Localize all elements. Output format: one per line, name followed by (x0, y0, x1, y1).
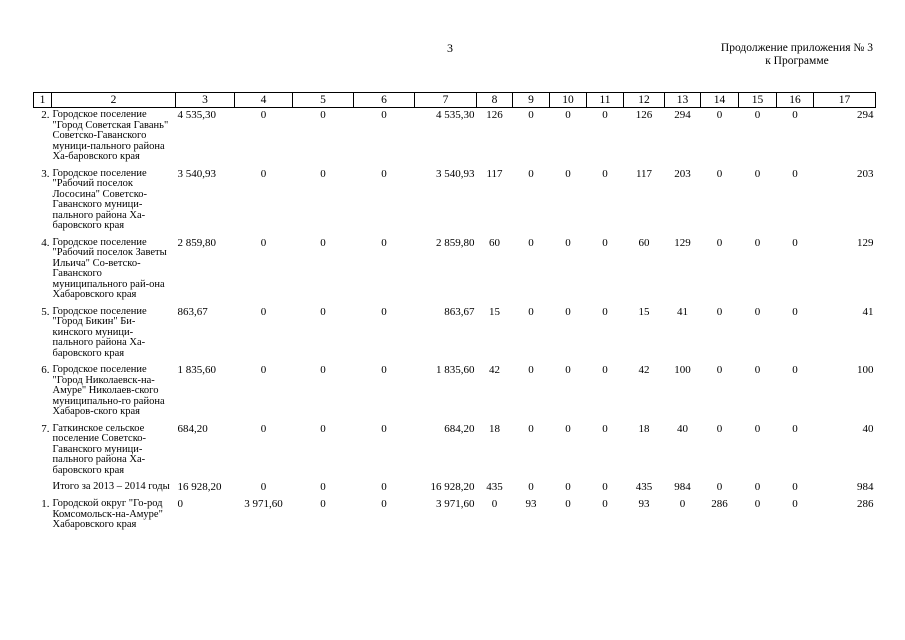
cell-col-10: 0 (565, 422, 571, 435)
cell-col-5: 0 (320, 109, 326, 121)
appendix-header (721, 42, 873, 68)
column-header-13: 13 (665, 93, 701, 108)
cell-col-13: 129 (674, 236, 691, 249)
cell-col-9: 0 (528, 481, 534, 493)
column-header-16: 16 (777, 93, 814, 108)
cell-col-11: 0 (602, 167, 608, 180)
cell-col-7: 4 535,30 (436, 109, 475, 121)
cell-col-11: 0 (602, 498, 608, 510)
cell-col-3: 684,20 (177, 422, 208, 435)
cell-col-6: 0 (381, 481, 387, 493)
cell-col-15: 0 (754, 236, 761, 249)
row-name: Городское поселение "Город Николаевск-на-Амуре" Николаев-ского муниципально-го района Хабаров-ского края (52, 364, 165, 417)
table-body (34, 108, 876, 535)
cell-col-16: 0 (792, 109, 798, 121)
cell-col-16: 0 (792, 305, 798, 318)
cell-col-14: 0 (716, 364, 723, 376)
cell-col-16: 0 (792, 481, 798, 493)
cell-col-6: 0 (381, 422, 387, 435)
cell-col-9: 0 (528, 364, 534, 376)
cell-col-7: 1 835,60 (436, 364, 475, 376)
column-header-4: 4 (235, 93, 293, 108)
cell-col-3: 3 540,93 (177, 167, 216, 180)
column-header-15: 15 (739, 93, 777, 108)
page-number: 3 (447, 41, 453, 55)
cell-col-7: 684,20 (444, 422, 475, 435)
cell-col-9: 0 (528, 422, 534, 435)
row-number: 5. (41, 305, 50, 318)
cell-col-15: 0 (754, 364, 761, 376)
cell-col-5: 0 (320, 236, 326, 249)
cell-col-9: 93 (525, 498, 537, 510)
table-row (34, 167, 876, 236)
cell-col-13: 203 (674, 167, 691, 180)
cell-col-12: 42 (638, 364, 650, 376)
row-name: Городское поселение "Город Советская Гавань" Советско-Гаванского муници-пального района Ха-баровского края (52, 109, 169, 162)
row-number: 3. (41, 167, 50, 180)
column-header-1: 1 (34, 93, 52, 108)
cell-col-8: 15 (489, 305, 500, 318)
cell-col-7: 3 971,60 (436, 498, 475, 510)
cell-col-8: 18 (489, 422, 500, 435)
cell-col-13: 40 (677, 422, 688, 435)
cell-col-3: 4 535,30 (177, 109, 216, 121)
cell-col-15: 0 (754, 498, 761, 510)
cell-col-11: 0 (602, 236, 608, 249)
cell-col-9: 0 (528, 109, 534, 121)
cell-col-4: 0 (260, 109, 267, 121)
cell-col-17: 286 (857, 498, 874, 510)
column-header-8: 8 (477, 93, 513, 108)
column-header-3: 3 (176, 93, 235, 108)
cell-col-9: 0 (528, 305, 534, 318)
cell-col-6: 0 (381, 236, 387, 249)
column-header-14: 14 (701, 93, 739, 108)
cell-col-4: 0 (260, 167, 267, 180)
cell-col-15: 0 (754, 167, 761, 180)
table-row (34, 236, 876, 305)
cell-col-13: 0 (679, 498, 686, 510)
appendix-header-line2: к Программе (765, 55, 829, 67)
cell-col-3: 1 835,60 (177, 364, 216, 376)
cell-col-14: 0 (716, 109, 723, 121)
column-header-2: 2 (52, 93, 176, 108)
cell-col-17: 129 (857, 236, 874, 249)
cell-col-14: 0 (716, 305, 723, 318)
cell-col-13: 984 (674, 481, 691, 493)
row-name: Городской округ "Го-род Комсомольск-на-Амуре" Хабаровского края (52, 498, 163, 530)
cell-col-12: 93 (638, 498, 650, 510)
cell-col-13: 41 (677, 305, 688, 318)
row-number: 7. (41, 422, 50, 435)
cell-col-12: 15 (638, 305, 650, 318)
row-number: 4. (41, 236, 50, 249)
cell-col-10: 0 (565, 364, 571, 376)
cell-col-11: 0 (602, 422, 608, 435)
row-number (34, 480, 52, 497)
cell-col-10: 0 (565, 481, 571, 493)
cell-col-4: 0 (260, 364, 267, 376)
cell-col-12: 18 (638, 422, 650, 435)
row-name: Городское поселение "Рабочий поселок Лососина" Советско-Гаванского муници-пального района Ха-баровского края (52, 167, 148, 231)
cell-col-17: 100 (857, 364, 874, 376)
cell-col-16: 0 (792, 236, 798, 249)
cell-col-17: 203 (857, 167, 874, 180)
cell-col-5: 0 (320, 364, 326, 376)
cell-col-8: 126 (486, 109, 503, 121)
cell-col-15: 0 (754, 422, 761, 435)
cell-col-8: 0 (491, 498, 498, 510)
cell-col-4: 0 (260, 481, 267, 493)
cell-col-3: 863,67 (177, 305, 208, 318)
column-header-11: 11 (587, 93, 624, 108)
column-header-9: 9 (513, 93, 550, 108)
column-header-12: 12 (624, 93, 665, 108)
cell-col-4: 3 971,60 (244, 498, 283, 510)
cell-col-17: 40 (862, 422, 874, 435)
cell-col-13: 100 (674, 364, 691, 376)
row-name: Городское поселение "Рабочий поселок Заветы Ильича" Со-ветско-Гаванского муниципального рай-она Хабаровского края (52, 236, 167, 300)
column-number-row (34, 93, 876, 108)
column-header-10: 10 (550, 93, 587, 108)
table-row (34, 497, 876, 535)
cell-col-15: 0 (754, 305, 761, 318)
column-header-7: 7 (415, 93, 477, 108)
column-header-17: 17 (814, 93, 876, 108)
cell-col-8: 42 (489, 364, 500, 376)
column-header-6: 6 (354, 93, 415, 108)
cell-col-12: 117 (635, 167, 653, 180)
cell-col-4: 0 (260, 305, 267, 318)
cell-col-17: 984 (857, 481, 874, 493)
cell-col-15: 0 (754, 109, 761, 121)
row-name: Гаткинское сельское поселение Советско-Гаванского муници-пального района Ха-баровского края (52, 422, 147, 476)
cell-col-9: 0 (528, 167, 534, 180)
cell-col-8: 60 (489, 236, 500, 249)
cell-col-4: 0 (260, 236, 267, 249)
table-row (34, 108, 876, 167)
appendix-header-line1: Продолжение приложения № 3 (720, 42, 873, 54)
cell-col-16: 0 (792, 167, 798, 180)
cell-col-4: 0 (260, 422, 267, 435)
cell-col-5: 0 (320, 422, 326, 435)
program-data-table (33, 92, 876, 535)
cell-col-14: 286 (711, 498, 728, 510)
table-row (34, 305, 876, 364)
cell-col-12: 435 (635, 481, 653, 493)
row-number: 2. (41, 109, 50, 121)
cell-col-6: 0 (381, 498, 387, 510)
cell-col-7: 3 540,93 (436, 167, 475, 180)
cell-col-10: 0 (565, 236, 571, 249)
table-row (34, 363, 876, 422)
cell-col-11: 0 (602, 364, 608, 376)
cell-col-7: 863,67 (444, 305, 475, 318)
row-name: Итого за 2013 – 2014 годы (52, 481, 170, 492)
cell-col-16: 0 (792, 422, 798, 435)
cell-col-6: 0 (381, 167, 387, 180)
cell-col-10: 0 (565, 498, 571, 510)
cell-col-9: 0 (528, 236, 534, 249)
cell-col-17: 294 (857, 109, 874, 121)
cell-col-15: 0 (754, 481, 761, 493)
row-number: 1. (41, 498, 50, 510)
cell-col-8: 117 (486, 167, 503, 180)
cell-col-3: 0 (177, 498, 183, 510)
cell-col-14: 0 (716, 422, 723, 435)
cell-col-10: 0 (565, 305, 571, 318)
cell-col-5: 0 (320, 498, 326, 510)
column-header-5: 5 (293, 93, 354, 108)
cell-col-16: 0 (792, 364, 798, 376)
cell-col-13: 294 (674, 109, 691, 121)
cell-col-3: 16 928,20 (177, 481, 222, 493)
table-row (34, 422, 876, 481)
cell-col-12: 126 (635, 109, 653, 121)
cell-col-14: 0 (716, 167, 723, 180)
cell-col-6: 0 (381, 364, 387, 376)
cell-col-10: 0 (565, 109, 571, 121)
cell-col-11: 0 (602, 305, 608, 318)
cell-col-11: 0 (602, 109, 608, 121)
cell-col-5: 0 (320, 481, 326, 493)
cell-col-14: 0 (716, 236, 723, 249)
cell-col-3: 2 859,80 (177, 236, 216, 249)
cell-col-10: 0 (565, 167, 571, 180)
row-name: Городское поселение "Город Бикин" Би-кинского муници-пального района Ха-баровского края (52, 305, 147, 359)
cell-col-5: 0 (320, 167, 326, 180)
table-row (34, 480, 876, 497)
cell-col-14: 0 (716, 481, 723, 493)
cell-col-11: 0 (602, 481, 608, 493)
cell-col-7: 16 928,20 (430, 481, 475, 493)
cell-col-6: 0 (381, 109, 387, 121)
row-number: 6. (41, 364, 50, 376)
cell-col-7: 2 859,80 (436, 236, 475, 249)
cell-col-5: 0 (320, 305, 326, 318)
cell-col-6: 0 (381, 305, 387, 318)
cell-col-16: 0 (792, 498, 798, 510)
cell-col-17: 41 (862, 305, 874, 318)
cell-col-12: 60 (638, 236, 650, 249)
cell-col-8: 435 (486, 481, 503, 493)
